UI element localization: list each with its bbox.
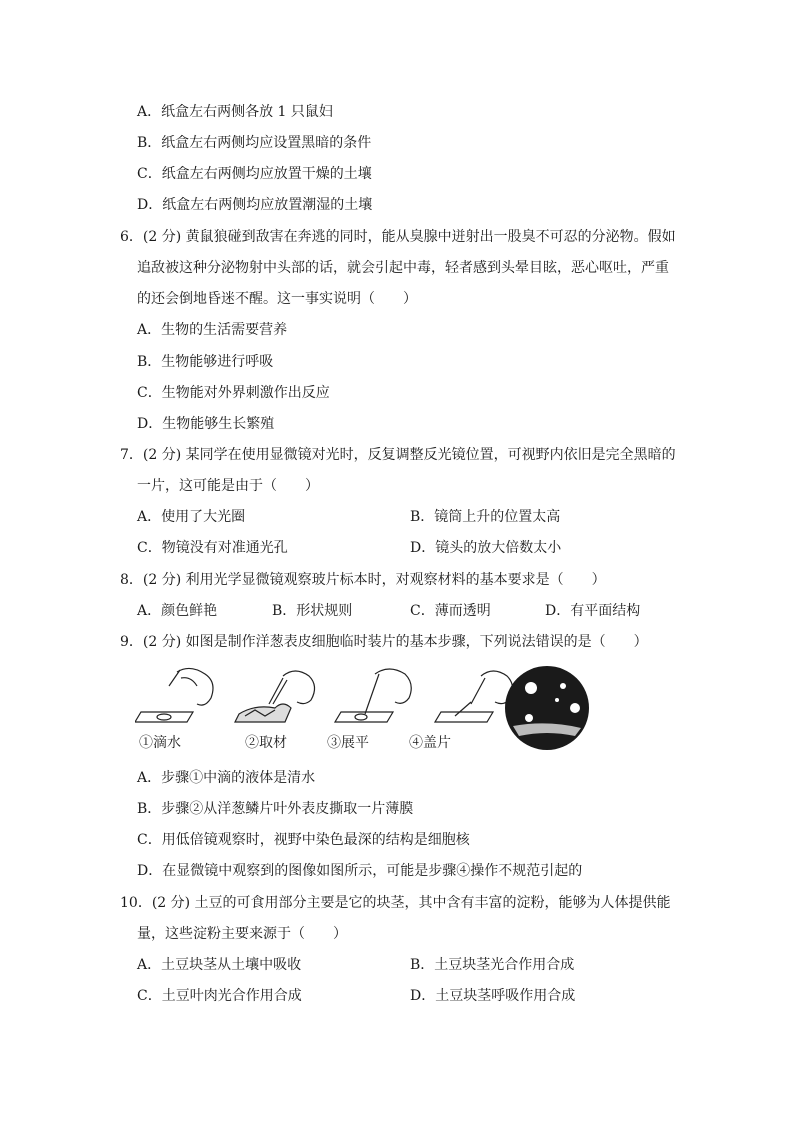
- q6-option-b: B．生物能够进行呼吸: [137, 354, 274, 370]
- q7-option-d: D．镜头的放大倍数太小: [410, 540, 562, 556]
- q8-stem: 8．(2 分) 利用光学显微镜观察玻片标本时，对观察材料的基本要求是（ ）: [120, 572, 606, 588]
- q10-stem-line1: 10．(2 分) 土豆的可食用部分主要是它的块茎，其中含有丰富的淀粉，能够为人体提供能: [120, 895, 671, 911]
- step2-label: ②取材: [245, 735, 287, 751]
- q5-option-b: B．纸盒左右两侧均应设置黑暗的条件: [137, 135, 372, 151]
- q6-option-d: D．生物能够生长繁殖: [137, 416, 275, 432]
- q5-option-c: C．纸盒左右两侧均应放置干燥的土壤: [137, 166, 372, 182]
- q8-option-c: C．薄而透明: [410, 603, 491, 619]
- step3-label: ③展平: [327, 735, 369, 751]
- q6-stem-line2: 追敌被这种分泌物射中头部的话，就会引起中毒，轻者感到头晕目眩，恶心呕吐，严重: [137, 260, 669, 276]
- q5-option-a: A．纸盒左右两侧各放 1 只鼠妇: [137, 104, 333, 120]
- q5-option-d: D．纸盒左右两侧均应放置潮湿的土壤: [137, 197, 373, 213]
- q6-option-c: C．生物能对外界刺激作出反应: [137, 385, 330, 401]
- q10-option-d: D．土豆块茎呼吸作用合成: [410, 988, 576, 1004]
- q7-option-b: B．镜筒上升的位置太高: [410, 509, 561, 525]
- q6-option-a: A．生物的生活需要营养: [137, 322, 288, 338]
- dropper-step1-icon: [135, 668, 213, 722]
- q9-option-a: A．步骤①中滴的液体是清水: [137, 770, 316, 786]
- q9-stem: 9．(2 分) 如图是制作洋葱表皮细胞临时装片的基本步骤，下列说法错误的是（ ）: [120, 634, 648, 650]
- q8-option-b: B．形状规则: [272, 603, 353, 619]
- q10-option-b: B．土豆块茎光合作用合成: [410, 957, 575, 973]
- step1-label: ①滴水: [139, 735, 181, 751]
- q7-stem-line1: 7．(2 分) 某同学在使用显微镜对光时，反复调整反光镜位置，可视野内依旧是完全黑暗的: [120, 447, 676, 463]
- q8-option-a: A．颜色鲜艳: [137, 603, 218, 619]
- step4-label: ④盖片: [409, 735, 451, 751]
- q10-option-c: C．土豆叶肉光合作用合成: [137, 988, 302, 1004]
- q7-option-a: A．使用了大光圈: [137, 509, 246, 525]
- q9-option-d: D．在显微镜中观察到的图像如图所示，可能是步骤④操作不规范引起的: [137, 863, 583, 879]
- q8-option-d: D．有平面结构: [545, 603, 641, 619]
- onion-slide-procedure-figure: [135, 664, 595, 754]
- q6-stem-line3: 的还会倒地昏迷不醒。这一事实说明（ ）: [137, 291, 417, 307]
- q10-stem-line2: 量，这些淀粉主要来源于（ ）: [137, 926, 347, 942]
- q10-option-a: A．土豆块茎从土壤中吸收: [137, 957, 302, 973]
- microscope-view-with-bubbles-icon: [505, 666, 589, 750]
- forceps-step2-icon: [235, 671, 315, 722]
- q9-option-b: B．步骤②从洋葱鳞片叶外表皮撕取一片薄膜: [137, 801, 414, 817]
- q6-stem-line1: 6．(2 分) 黄鼠狼碰到敌害在奔逃的同时，能从臭腺中迸射出一股臭不可忍的分泌物。假如: [120, 229, 676, 245]
- q7-option-c: C．物镜没有对准通光孔: [137, 540, 288, 556]
- coverslip-step4-icon: [435, 671, 513, 722]
- needle-step3-icon: [335, 669, 411, 722]
- q7-stem-line2: 一片，这可能是由于（ ）: [137, 478, 319, 494]
- q9-option-c: C．用低倍镜观察时，视野中染色最深的结构是细胞核: [137, 832, 470, 848]
